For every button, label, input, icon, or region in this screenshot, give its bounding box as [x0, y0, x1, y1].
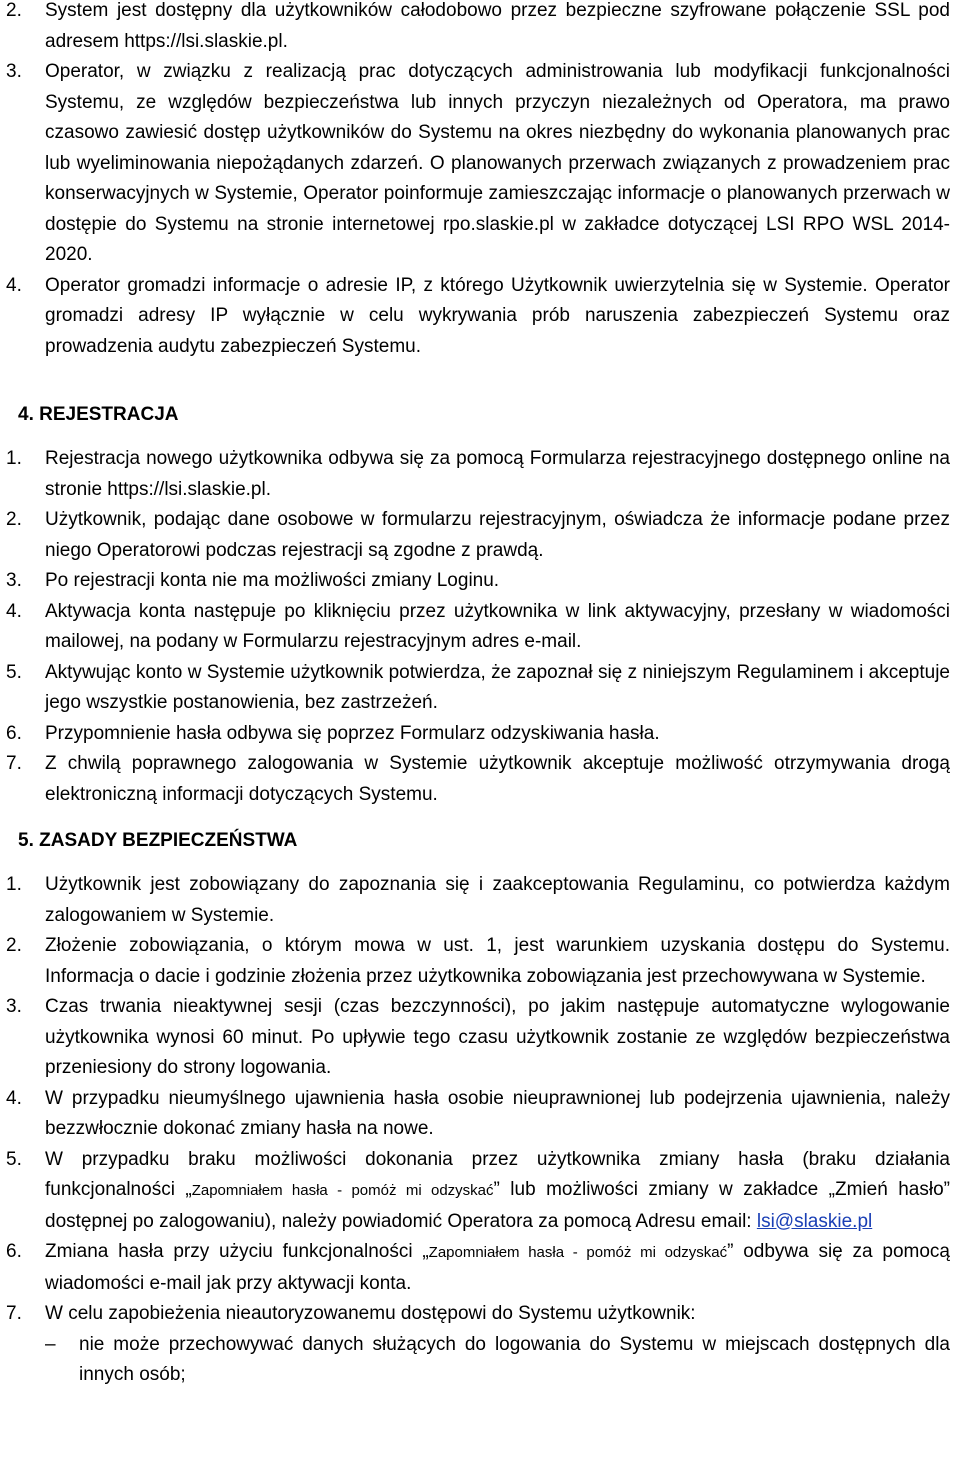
list-item	[6, 1084, 954, 1145]
item-number: 4.	[6, 274, 22, 296]
item-number: 3.	[6, 996, 22, 1017]
item-text: W przypadku nieumyślnego ujawnienia hasła osobie nieuprawnionej lub podejrzenia ujawnienia, należy bezzwłocznie dokonać zmiany hasła na nowe.	[45, 1087, 950, 1139]
item-text-part: Zmiana hasła przy użyciu funkcjonalności „	[45, 1241, 429, 1262]
item-text	[45, 1237, 950, 1299]
list-item	[6, 271, 954, 363]
item-text: Złożenie zobowiązania, o którym mowa w ust. 1, jest warunkiem uzyskania dostępu do Systemu. Informacja o dacie i godzinie złożenia przez użytkownika zobowiązania jest przechowywana w Systemie.	[45, 935, 950, 987]
item-text: Użytkownik jest zobowiązany do zapoznania się i zaakceptowania Regulaminu, co potwierdza każdym zalogowaniem w Systemie.	[45, 874, 950, 926]
list-item	[6, 931, 954, 992]
list-item	[6, 992, 954, 1084]
list-item	[6, 444, 954, 505]
list-item	[6, 566, 954, 597]
item-text: Z chwilą poprawnego zalogowania w Systemie użytkownik akceptuje możliwość otrzymywania drogą elektroniczną informacji dotyczących Systemu.	[45, 753, 950, 805]
item-number: 2.	[6, 509, 22, 530]
list-item	[6, 1145, 954, 1238]
item-number: 5.	[6, 1148, 22, 1170]
item-number: 3.	[6, 570, 22, 591]
item-number: 6.	[6, 722, 22, 744]
section-heading-registration: 4. REJESTRACJA	[18, 404, 179, 425]
item-number: 2.	[6, 0, 22, 21]
email-link[interactable]: lsi@slaskie.pl	[756, 1210, 873, 1232]
item-text-part: ” odbywa się za pomocą wiadomości e-mail jak przy aktywacji konta.	[45, 1241, 950, 1294]
item-text: Rejestracja nowego użytkownika odbywa się za pomocą Formularza rejestracyjnego dostępnego online na stronie https://lsi.slaskie.pl.	[45, 448, 950, 500]
section-4-list	[6, 444, 954, 810]
list-item	[6, 1237, 954, 1299]
item-text-part: W przypadku braku możliwości dokonania przez użytkownika zmiany hasła (braku działania funkcjonalności „	[45, 1148, 950, 1200]
item-number: 4.	[6, 600, 22, 622]
list-item	[6, 57, 954, 271]
item-text: nie może przechowywać danych służących do logowania do Systemu w miejscach dostępnych dla innych osób;	[79, 1333, 950, 1385]
item-text-part: ” lub możliwości zmiany w zakładce „Zmień hasło” dostępnej po zalogowaniu), należy powiadomić Operatora za pomocą Adresu email:	[45, 1179, 950, 1232]
item-text: Czas trwania nieaktywnej sesji (czas bezczynności), po jakim następuje automatyczne wylogowanie użytkownika wynosi 60 minut. Po upływie tego czasu użytkownik zostanie ze względów bezpieczeństwa przeniesiony do strony logowania.	[45, 996, 950, 1078]
list-item	[6, 658, 954, 719]
list-item	[6, 719, 954, 750]
item-text: Operator gromadzi informacje o adresie IP, z którego Użytkownik uwierzytelnia się w Systemie. Operator gromadzi adresy IP wyłącznie w celu wykrywania prób naruszenia zabezpieczeń Systemu oraz prowadzenia audytu zabezpieczeń Systemu.	[45, 274, 950, 357]
item-text: Przypomnienie hasła odbywa się poprzez Formularz odzyskiwania hasła.	[45, 722, 660, 744]
feature-name: Zapomniałem hasła - pomóż mi odzyskać	[191, 1182, 494, 1199]
item-text: System jest dostępny dla użytkowników całodobowo przez bezpieczne szyfrowane połączenie SSL pod adresem https://lsi.slaskie.pl.	[45, 0, 950, 52]
dash-bullet: –	[45, 1333, 56, 1355]
item-number: 2.	[6, 935, 22, 956]
list-item	[6, 749, 954, 810]
item-text: W celu zapobieżenia nieautoryzowanemu dostępowi do Systemu użytkownik:	[45, 1303, 696, 1324]
item-text: Aktywacja konta następuje po kliknięciu przez użytkownika w link aktywacyjny, przesłany w wiadomości mailowej, na podany w Formularzu rejestracyjnym adres e-mail.	[45, 600, 950, 652]
feature-name: Zapomniałem hasła - pomóż mi odzyskać	[428, 1244, 728, 1261]
item-text: Użytkownik, podając dane osobowe w formularzu rejestracyjnym, oświadcza że informacje podane przez niego Operatorowi podczas rejestracji są zgodne z prawdą.	[45, 509, 950, 561]
item-number: 7.	[6, 1303, 22, 1324]
dash-list-item	[6, 1330, 954, 1391]
list-item	[6, 0, 954, 57]
section-heading-security: 5. ZASADY BEZPIECZEŃSTWA	[18, 830, 298, 851]
list-item	[6, 1299, 954, 1330]
item-number: 7.	[6, 753, 22, 774]
item-number: 5.	[6, 661, 22, 683]
item-text	[45, 1145, 950, 1238]
item-number: 1.	[6, 874, 22, 895]
item-number: 1.	[6, 448, 22, 469]
list-item	[6, 870, 954, 931]
item-text: Po rejestracji konta nie ma możliwości zmiany Loginu.	[45, 570, 500, 591]
item-text: Aktywując konto w Systemie użytkownik potwierdza, że zapoznał się z niniejszym Regulaminem i akceptuje jego wszystkie postanowienia, bez zastrzeżeń.	[45, 661, 950, 713]
list-item	[6, 505, 954, 566]
item-number: 4.	[6, 1087, 22, 1109]
item-text: Operator, w związku z realizacją prac dotyczących administrowania lub modyfikacji funkcjonalności Systemu, ze względów bezpieczeństwa lub innych przyczyn niezależnych od Operatora, ma prawo czasowo zawiesić dostęp użytkowników do Systemu na okres niezbędny do wykonania planowanych prac lub wyeliminowania niepożądanych zdarzeń. O planowanych przerwach związanych z prowadzeniem prac konserwacyjnych w Systemie, Operator poinformuje zamieszczając informacje o planowanych przerwach w dostępie do Systemu na stronie internetowej rpo.slaskie.pl w zakładce dotyczącej LSI RPO WSL 2014-2020.	[45, 61, 950, 265]
item-number: 3.	[6, 61, 22, 82]
item-number: 6.	[6, 1241, 22, 1262]
section-3-continued-list	[6, 0, 954, 362]
section-5-list	[6, 870, 954, 1391]
list-item	[6, 597, 954, 658]
